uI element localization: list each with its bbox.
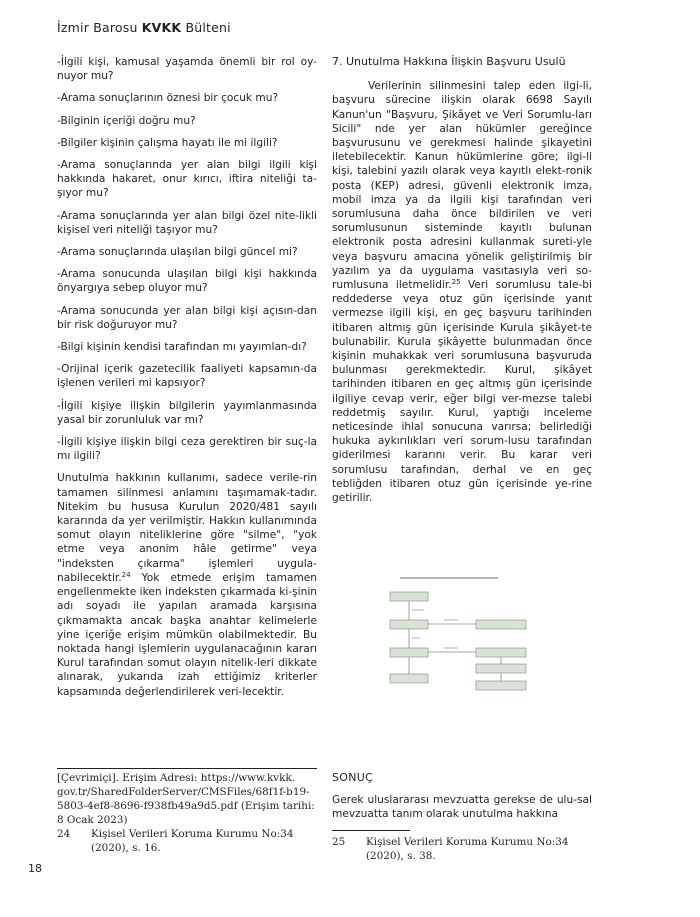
criteria-question: -Arama sonucunda ulaşılan bilgi kişi hakkında önyargıya sebep oluyor mu? — [57, 268, 317, 295]
diagram-box — [390, 620, 428, 629]
bulletin-header — [57, 20, 231, 35]
footnote-divider — [57, 768, 317, 769]
criteria-question: -İlgili kişiye ilişkin bilgi ceza gerektiren bir suç-la mı ilgili? — [57, 436, 317, 463]
criteria-question: -Bilgiler kişinin çalışma hayatı ile mi ilgili? — [57, 136, 278, 149]
criteria-question: -Arama sonuçlarında yer alan bilgi ilgili kişi hakkında hakaret, onur kırıcı, iftira niteliği ta-şıyor mu? — [57, 159, 317, 200]
application-process-diagram — [378, 573, 550, 715]
right-column — [332, 55, 592, 505]
diagram-box — [476, 664, 526, 673]
header-prefix: İzmir Barosu — [57, 20, 142, 35]
body-paragraph — [332, 79, 592, 505]
criteria-question: -Arama sonuçlarında yer alan bilgi özel nite-likli kişisel veri niteliği taşıyor mu? — [57, 209, 317, 236]
footnote-25 — [332, 835, 594, 863]
footnote-number: 24 — [57, 828, 71, 840]
footnote-continued: [Çevrimiçi]. Erişim Adresi: https://www.kvkk. gov.tr/SharedFolderServer/CMSFiles/68f1f-b19-5803-4ef8-8696-f938fb49a9d5.pdf (Erişim tarihi: 8 Ocak 2023) — [57, 772, 315, 826]
section-heading: 7. Unutulma Hakkına İlişkin Başvuru Usulü — [332, 55, 566, 68]
criteria-question: -İlgili kişi, kamusal yaşamda önemli bir rol oy-nuyor mu? — [57, 56, 317, 83]
criteria-question: -Arama sonucunda yer alan bilgi kişi açısın-dan bir risk doğuruyor mu? — [57, 304, 317, 331]
footnote-divider — [332, 830, 410, 831]
left-column — [57, 55, 317, 699]
diagram-box — [476, 620, 526, 629]
page-number: 18 — [28, 862, 42, 875]
footnote-text: Kişisel Verileri Koruma Kurumu No:34 (2020), s. 38. — [366, 836, 569, 862]
conclusion-heading: SONUÇ — [332, 771, 374, 784]
diagram-box — [390, 674, 428, 683]
criteria-question: -Arama sonuçlarında ulaşılan bilgi güncel mi? — [57, 246, 298, 259]
paragraph-text: Yok etmede erişim tamamen engellenmekte iken indeksten çıkarmada ki-şinin adı soyadı ile yapılan aramada karşısına çıkmamakta ancak başka anahtar kelimelerle yine içeriğe erişim mümkün olabilmektedir. Bu noktada hangi işlemlerin uygulanacağının kararı Kurul tarafından somut olayın nitelik-leri dikkate alınarak, yukarıda izah ettiğimiz kriterler kapsamında değerlendirilerek veri-lecektir. — [57, 571, 317, 698]
criteria-question: -Orijinal içerik gazetecilik faaliyeti kapsamın-da işlenen verileri mi kapsıyor? — [57, 363, 317, 390]
diagram-box — [476, 648, 526, 657]
paragraph-text: Verilerinin silinmesini talep eden ilgi-li, başvuru sürecine ilişkin olarak 6698 Sayılı Kanun'un "Başvuru, Şikâyet ve Veri Sorumlu-ları Sicili" nde yer alan hükümler gereğince başvurusunu ve gerekmesi halinde şikayetini iletebilecektir. Kanun hükümlerine göre; ilgi-li kişi, talebini yazılı olarak veya kayıtlı elekt-ronik posta (KEP) adresi, güvenli elektronik imza, mobil imza ya da ilgili kişi tarafından veri sorumlusuna daha önce bildirilen ve veri sorumlusunun sisteminde kayıtlı bulunan elektronik posta adresini kullanmak sureti-yle veya başvuru amacına yönelik geliştirilmiş bir yazılım ya da uygulama vasıtasıyla veri so-rumlusuna iletmelidir. — [332, 80, 592, 292]
criteria-question: -İlgili kişiye ilişkin bilgilerin yayımlanmasında yasal bir zorunluluk var mı? — [57, 399, 317, 426]
body-paragraph — [57, 471, 317, 698]
criteria-question: -Bilgi kişinin kendisi tarafından mı yayımlan-dı? — [57, 341, 307, 354]
header-suffix: Bülteni — [181, 20, 231, 35]
diagram-box — [390, 592, 428, 601]
footnote-ref-25[interactable]: 25 — [451, 278, 461, 287]
left-footnotes — [57, 771, 319, 855]
footnote-24 — [57, 827, 319, 855]
diagram-box — [390, 648, 428, 657]
criteria-question: -Bilginin içeriği doğru mu? — [57, 114, 196, 127]
diagram-box — [476, 681, 526, 690]
criteria-question: -Arama sonuçlarının öznesi bir çocuk mu? — [57, 92, 279, 105]
footnote-text: Kişisel Verileri Koruma Kurumu No:34 (2020), s. 16. — [91, 828, 294, 854]
right-footnotes — [332, 835, 594, 863]
header-brand: KVKK — [141, 20, 182, 35]
footnote-number: 25 — [332, 836, 346, 848]
conclusion-paragraph: Gerek uluslararası mevzuatta gerekse de ulu-sal mevzuatta tanım olarak unutulma hakkına — [332, 794, 592, 821]
footnote-ref-24[interactable]: 24 — [121, 570, 131, 579]
paragraph-text: Veri sorumlusu tale-bi reddederse veya otuz gün içerisinde yanıt vermezse ilgili kişi, en geç başvuru tarihinden itibaren altmış gün içerisinde Kurula şikâyet-te bulunabilir. Kurula şikâyette bulunmadan önce kişinin muhakkak veri sorumlusuna başvuruda bulunması gerekmektedir. Kurul, şikâyet tarihinden itibaren en geç altmış gün içerisinde ilgiliye cevap verir, eğer bilgi ver-mezse talebi reddetmiş sayılır. Kurul, yaptığı inceleme neticesinde ihlal sonucuna varırsa; belirlediği hukuka aykırılıkları veri sorum-lusu tarafından giderilmesi kararını verir. Bu karar veri sorumlusu tarafından, derhal ve en geç tebliğden itibaren otuz gün içerisinde ye-rine getirilir. — [332, 279, 592, 505]
paragraph-text: Unutulma hakkının kullanımı, sadece verile-rin tamamen silinmesi anlamını taşımamak-tadır. Nitekim bu hususa Kurulun 2020/481 sayılı kararında da yer verilmiştir. Hakkın kullanımında somut olayın niteliklerine göre "silme", "yok etme veya anonim hâle getirme" veya "indeksten çıkarma" işlemleri uygula-nabilecektir. — [57, 472, 317, 584]
